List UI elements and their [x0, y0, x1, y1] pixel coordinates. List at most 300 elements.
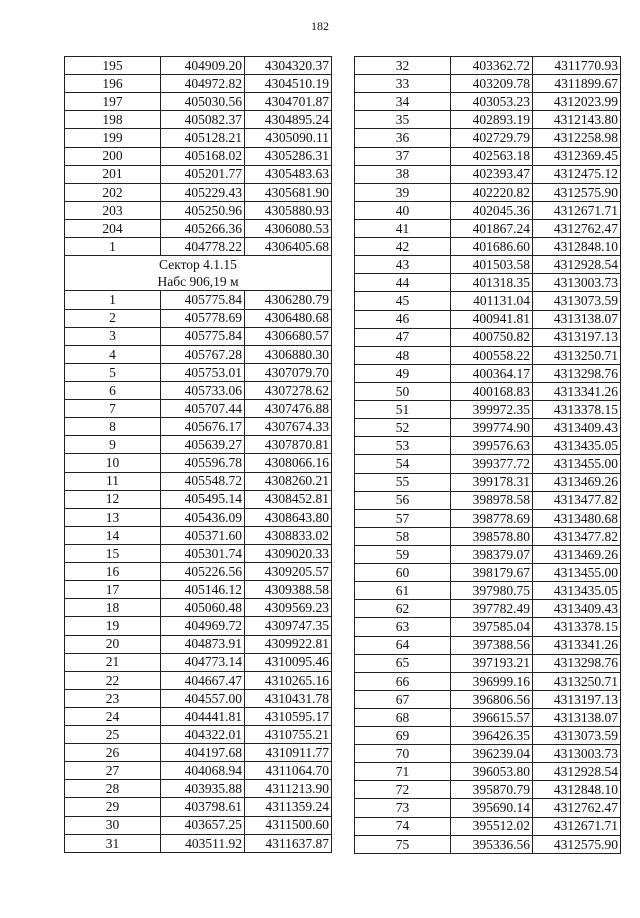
point-number: 198 [65, 111, 161, 129]
table-row [65, 129, 332, 147]
table-row [355, 817, 621, 835]
sector-header [65, 256, 332, 291]
x-coordinate: 397585.04 [451, 618, 533, 636]
y-coordinate: 4311213.90 [245, 780, 332, 798]
y-coordinate: 4306680.57 [245, 327, 332, 345]
table-row [355, 129, 621, 147]
point-number: 40 [355, 201, 451, 219]
point-number: 66 [355, 672, 451, 690]
table-row [355, 582, 621, 600]
y-coordinate: 4313298.76 [533, 364, 621, 382]
table-row [65, 780, 332, 798]
table-row [65, 165, 332, 183]
table-row [65, 834, 332, 852]
point-number: 30 [65, 816, 161, 834]
table-row [65, 816, 332, 834]
y-coordinate: 4313435.05 [533, 437, 621, 455]
point-number: 75 [355, 835, 451, 853]
point-number: 21 [65, 653, 161, 671]
point-number: 37 [355, 147, 451, 165]
point-number: 20 [65, 635, 161, 653]
y-coordinate: 4313378.15 [533, 401, 621, 419]
point-number: 31 [65, 834, 161, 852]
x-coordinate: 405548.72 [161, 472, 245, 490]
x-coordinate: 405301.74 [161, 544, 245, 562]
x-coordinate: 405201.77 [161, 165, 245, 183]
x-coordinate: 405436.09 [161, 508, 245, 526]
x-coordinate: 404969.72 [161, 617, 245, 635]
y-coordinate: 4312023.99 [533, 93, 621, 111]
point-number: 51 [355, 401, 451, 419]
table-row [65, 201, 332, 219]
x-coordinate: 403209.78 [451, 75, 533, 93]
point-number: 26 [65, 744, 161, 762]
point-number: 72 [355, 781, 451, 799]
y-coordinate: 4313409.43 [533, 600, 621, 618]
point-number: 6 [65, 381, 161, 399]
y-coordinate: 4313469.26 [533, 473, 621, 491]
table-row [355, 310, 621, 328]
x-coordinate: 405146.12 [161, 581, 245, 599]
table-row [65, 744, 332, 762]
x-coordinate: 397388.56 [451, 636, 533, 654]
table-row [65, 508, 332, 526]
table-row [65, 309, 332, 327]
point-number: 1 [65, 291, 161, 309]
point-number: 7 [65, 400, 161, 418]
point-number: 1 [65, 238, 161, 256]
left-table-sector-body [65, 291, 332, 852]
point-number: 59 [355, 545, 451, 563]
x-coordinate: 402729.79 [451, 129, 533, 147]
y-coordinate: 4312671.71 [533, 201, 621, 219]
table-row [65, 238, 332, 256]
y-coordinate: 4313455.00 [533, 455, 621, 473]
table-row [65, 57, 332, 75]
x-coordinate: 405639.27 [161, 436, 245, 454]
x-coordinate: 405226.56 [161, 563, 245, 581]
y-coordinate: 4312762.47 [533, 799, 621, 817]
y-coordinate: 4304510.19 [245, 75, 332, 93]
point-number: 12 [65, 490, 161, 508]
y-coordinate: 4313250.71 [533, 346, 621, 364]
x-coordinate: 405250.96 [161, 201, 245, 219]
y-coordinate: 4312258.98 [533, 129, 621, 147]
point-number: 65 [355, 654, 451, 672]
x-coordinate: 403798.61 [161, 798, 245, 816]
x-coordinate: 396239.04 [451, 745, 533, 763]
table-row [355, 654, 621, 672]
table-row [355, 292, 621, 310]
x-coordinate: 399576.63 [451, 437, 533, 455]
point-number: 13 [65, 508, 161, 526]
x-coordinate: 398379.07 [451, 545, 533, 563]
table-row [355, 473, 621, 491]
x-coordinate: 404667.47 [161, 671, 245, 689]
x-coordinate: 405371.60 [161, 526, 245, 544]
y-coordinate: 4311500.60 [245, 816, 332, 834]
x-coordinate: 395870.79 [451, 781, 533, 799]
right-table-body [355, 57, 621, 854]
table-row [65, 183, 332, 201]
table-row [65, 689, 332, 707]
point-number: 15 [65, 544, 161, 562]
table-row [355, 455, 621, 473]
point-number: 58 [355, 527, 451, 545]
table-row [355, 437, 621, 455]
x-coordinate: 396615.57 [451, 708, 533, 726]
x-coordinate: 405030.56 [161, 93, 245, 111]
y-coordinate: 4304895.24 [245, 111, 332, 129]
table-row [355, 219, 621, 237]
x-coordinate: 400168.83 [451, 382, 533, 400]
table-row [355, 183, 621, 201]
table-row [65, 345, 332, 363]
x-coordinate: 405753.01 [161, 363, 245, 381]
point-number: 200 [65, 147, 161, 165]
point-number: 67 [355, 690, 451, 708]
x-coordinate: 403053.23 [451, 93, 533, 111]
point-number: 62 [355, 600, 451, 618]
point-number: 196 [65, 75, 161, 93]
x-coordinate: 399972.35 [451, 401, 533, 419]
point-number: 11 [65, 472, 161, 490]
table-row [355, 93, 621, 111]
x-coordinate: 402220.82 [451, 183, 533, 201]
y-coordinate: 4309747.35 [245, 617, 332, 635]
y-coordinate: 4305880.93 [245, 201, 332, 219]
coordinates-table-right [354, 56, 621, 854]
point-number: 74 [355, 817, 451, 835]
point-number: 202 [65, 183, 161, 201]
table-row [65, 381, 332, 399]
table-row [355, 727, 621, 745]
table-row [65, 93, 332, 111]
y-coordinate: 4313073.59 [533, 727, 621, 745]
y-coordinate: 4313250.71 [533, 672, 621, 690]
table-row [65, 617, 332, 635]
y-coordinate: 4312575.90 [533, 835, 621, 853]
table-row [355, 346, 621, 364]
x-coordinate: 404068.94 [161, 762, 245, 780]
x-coordinate: 405495.14 [161, 490, 245, 508]
table-row [65, 418, 332, 436]
point-number: 47 [355, 328, 451, 346]
y-coordinate: 4312475.12 [533, 165, 621, 183]
y-coordinate: 4310095.46 [245, 653, 332, 671]
x-coordinate: 402563.18 [451, 147, 533, 165]
x-coordinate: 401131.04 [451, 292, 533, 310]
point-number: 49 [355, 364, 451, 382]
table-row [65, 436, 332, 454]
x-coordinate: 399377.72 [451, 455, 533, 473]
x-coordinate: 403511.92 [161, 834, 245, 852]
table-row [65, 599, 332, 617]
table-row [355, 111, 621, 129]
point-number: 48 [355, 346, 451, 364]
x-coordinate: 400364.17 [451, 364, 533, 382]
point-number: 53 [355, 437, 451, 455]
y-coordinate: 4312143.80 [533, 111, 621, 129]
point-number: 36 [355, 129, 451, 147]
y-coordinate: 4309388.58 [245, 581, 332, 599]
point-number: 23 [65, 689, 161, 707]
y-coordinate: 4308260.21 [245, 472, 332, 490]
y-coordinate: 4310431.78 [245, 689, 332, 707]
y-coordinate: 4313435.05 [533, 582, 621, 600]
x-coordinate: 401686.60 [451, 238, 533, 256]
point-number: 16 [65, 563, 161, 581]
point-number: 10 [65, 454, 161, 472]
y-coordinate: 4311899.67 [533, 75, 621, 93]
table-row [355, 382, 621, 400]
y-coordinate: 4313197.13 [533, 328, 621, 346]
table-row [65, 400, 332, 418]
x-coordinate: 405082.37 [161, 111, 245, 129]
point-number: 61 [355, 582, 451, 600]
table-row [65, 671, 332, 689]
table-row [355, 527, 621, 545]
table-row [355, 165, 621, 183]
point-number: 63 [355, 618, 451, 636]
point-number: 8 [65, 418, 161, 436]
coordinates-table-left [64, 56, 332, 853]
table-row [65, 363, 332, 381]
y-coordinate: 4313341.26 [533, 382, 621, 400]
x-coordinate: 395690.14 [451, 799, 533, 817]
table-row [355, 509, 621, 527]
point-number: 46 [355, 310, 451, 328]
y-coordinate: 4311770.93 [533, 57, 621, 75]
point-number: 73 [355, 799, 451, 817]
point-number: 45 [355, 292, 451, 310]
y-coordinate: 4313138.07 [533, 310, 621, 328]
y-coordinate: 4304320.37 [245, 57, 332, 75]
point-number: 17 [65, 581, 161, 599]
x-coordinate: 403935.88 [161, 780, 245, 798]
x-coordinate: 400558.22 [451, 346, 533, 364]
y-coordinate: 4305681.90 [245, 183, 332, 201]
x-coordinate: 404873.91 [161, 635, 245, 653]
point-number: 33 [355, 75, 451, 93]
point-number: 57 [355, 509, 451, 527]
table-row [65, 454, 332, 472]
y-coordinate: 4313480.68 [533, 509, 621, 527]
x-coordinate: 404972.82 [161, 75, 245, 93]
point-number: 199 [65, 129, 161, 147]
point-number: 4 [65, 345, 161, 363]
y-coordinate: 4309922.81 [245, 635, 332, 653]
point-number: 27 [65, 762, 161, 780]
table-row [355, 545, 621, 563]
y-coordinate: 4311637.87 [245, 834, 332, 852]
y-coordinate: 4312369.45 [533, 147, 621, 165]
point-number: 29 [65, 798, 161, 816]
point-number: 50 [355, 382, 451, 400]
x-coordinate: 404909.20 [161, 57, 245, 75]
x-coordinate: 405596.78 [161, 454, 245, 472]
x-coordinate: 403362.72 [451, 57, 533, 75]
y-coordinate: 4313455.00 [533, 564, 621, 582]
table-row [65, 707, 332, 725]
y-coordinate: 4307278.62 [245, 381, 332, 399]
table-row [355, 201, 621, 219]
x-coordinate: 395336.56 [451, 835, 533, 853]
table-row [355, 636, 621, 654]
x-coordinate: 405229.43 [161, 183, 245, 201]
table-row [65, 327, 332, 345]
x-coordinate: 396426.35 [451, 727, 533, 745]
table-row [355, 672, 621, 690]
point-number: 2 [65, 309, 161, 327]
point-number: 41 [355, 219, 451, 237]
point-number: 52 [355, 419, 451, 437]
y-coordinate: 4308643.80 [245, 508, 332, 526]
table-row [65, 526, 332, 544]
y-coordinate: 4313341.26 [533, 636, 621, 654]
table-row [355, 328, 621, 346]
table-row [65, 653, 332, 671]
table-row [355, 256, 621, 274]
x-coordinate: 405128.21 [161, 129, 245, 147]
point-number: 64 [355, 636, 451, 654]
point-number: 28 [65, 780, 161, 798]
x-coordinate: 404441.81 [161, 707, 245, 725]
point-number: 54 [355, 455, 451, 473]
x-coordinate: 396806.56 [451, 690, 533, 708]
point-number: 9 [65, 436, 161, 454]
x-coordinate: 398978.58 [451, 491, 533, 509]
point-number: 69 [355, 727, 451, 745]
x-coordinate: 405060.48 [161, 599, 245, 617]
y-coordinate: 4310755.21 [245, 726, 332, 744]
x-coordinate: 402893.19 [451, 111, 533, 129]
x-coordinate: 405676.17 [161, 418, 245, 436]
y-coordinate: 4313073.59 [533, 292, 621, 310]
table-row [65, 147, 332, 165]
x-coordinate: 397193.21 [451, 654, 533, 672]
y-coordinate: 4310265.16 [245, 671, 332, 689]
table-row [355, 364, 621, 382]
x-coordinate: 403657.25 [161, 816, 245, 834]
table-row [355, 781, 621, 799]
y-coordinate: 4304701.87 [245, 93, 332, 111]
y-coordinate: 4313469.26 [533, 545, 621, 563]
y-coordinate: 4312928.54 [533, 763, 621, 781]
point-number: 32 [355, 57, 451, 75]
point-number: 203 [65, 201, 161, 219]
x-coordinate: 400750.82 [451, 328, 533, 346]
y-coordinate: 4313477.82 [533, 527, 621, 545]
y-coordinate: 4312671.71 [533, 817, 621, 835]
y-coordinate: 4312575.90 [533, 183, 621, 201]
table-row [355, 835, 621, 853]
x-coordinate: 405775.84 [161, 291, 245, 309]
table-row [355, 75, 621, 93]
y-coordinate: 4311359.24 [245, 798, 332, 816]
y-coordinate: 4313298.76 [533, 654, 621, 672]
table-row [65, 219, 332, 237]
y-coordinate: 4309020.33 [245, 544, 332, 562]
x-coordinate: 400941.81 [451, 310, 533, 328]
x-coordinate: 396999.16 [451, 672, 533, 690]
y-coordinate: 4311064.70 [245, 762, 332, 780]
point-number: 18 [65, 599, 161, 617]
table-row [355, 708, 621, 726]
table-row [355, 274, 621, 292]
x-coordinate: 402393.47 [451, 165, 533, 183]
point-number: 19 [65, 617, 161, 635]
point-number: 14 [65, 526, 161, 544]
x-coordinate: 397782.49 [451, 600, 533, 618]
y-coordinate: 4308452.81 [245, 490, 332, 508]
y-coordinate: 4309569.23 [245, 599, 332, 617]
x-coordinate: 404197.68 [161, 744, 245, 762]
point-number: 70 [355, 745, 451, 763]
x-coordinate: 401503.58 [451, 256, 533, 274]
y-coordinate: 4308833.02 [245, 526, 332, 544]
x-coordinate: 404778.22 [161, 238, 245, 256]
y-coordinate: 4312928.54 [533, 256, 621, 274]
table-row [65, 798, 332, 816]
y-coordinate: 4313477.82 [533, 491, 621, 509]
point-number: 35 [355, 111, 451, 129]
point-number: 22 [65, 671, 161, 689]
table-row [355, 419, 621, 437]
x-coordinate: 398578.80 [451, 527, 533, 545]
point-number: 39 [355, 183, 451, 201]
point-number: 195 [65, 57, 161, 75]
point-number: 68 [355, 708, 451, 726]
x-coordinate: 398179.67 [451, 564, 533, 582]
point-number: 204 [65, 219, 161, 237]
x-coordinate: 399774.90 [451, 419, 533, 437]
page-number: 182 [311, 19, 329, 33]
x-coordinate: 395512.02 [451, 817, 533, 835]
y-coordinate: 4313409.43 [533, 419, 621, 437]
x-coordinate: 404322.01 [161, 726, 245, 744]
point-number: 71 [355, 763, 451, 781]
y-coordinate: 4313003.73 [533, 274, 621, 292]
point-number: 34 [355, 93, 451, 111]
table-row [65, 726, 332, 744]
y-coordinate: 4306480.68 [245, 309, 332, 327]
x-coordinate: 397980.75 [451, 582, 533, 600]
x-coordinate: 402045.36 [451, 201, 533, 219]
y-coordinate: 4313138.07 [533, 708, 621, 726]
table-row [355, 238, 621, 256]
y-coordinate: 4309205.57 [245, 563, 332, 581]
point-number: 56 [355, 491, 451, 509]
x-coordinate: 398778.69 [451, 509, 533, 527]
y-coordinate: 4305483.63 [245, 165, 332, 183]
table-row [355, 491, 621, 509]
point-number: 38 [355, 165, 451, 183]
point-number: 5 [65, 363, 161, 381]
y-coordinate: 4306280.79 [245, 291, 332, 309]
table-row [65, 635, 332, 653]
point-number: 42 [355, 238, 451, 256]
table-row [65, 472, 332, 490]
y-coordinate: 4306405.68 [245, 238, 332, 256]
point-number: 43 [355, 256, 451, 274]
table-row [355, 745, 621, 763]
table-row [65, 291, 332, 309]
point-number: 197 [65, 93, 161, 111]
x-coordinate: 405266.36 [161, 219, 245, 237]
table-row [355, 564, 621, 582]
y-coordinate: 4306880.30 [245, 345, 332, 363]
